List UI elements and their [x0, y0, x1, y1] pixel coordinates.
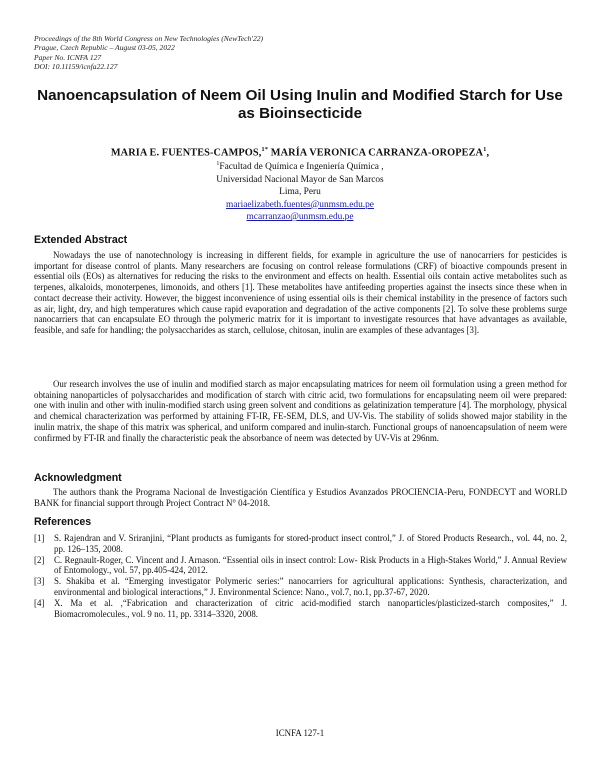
author-list: [36, 146, 564, 158]
acknowledgment-text: The authors thank the Programa Nacional de Investigación Científica y Estudios Avanzados PROCIENCIA-Peru, FONDECYT and WORLD BANK for financial support through Project Contract N° 04-2018.: [34, 487, 567, 508]
references-heading: References: [34, 516, 92, 528]
header-line-location: Prague, Czech Republic – August 03-05, 2022: [34, 43, 175, 53]
reference-item: [34, 576, 567, 598]
reference-text: X. Ma et al. ,“Fabrication and characterization of citric acid-modified starch nanoparticles/plasticized-starch composites,” J. Biomacromolecules., vol. 9 no. 11, pp. 3314–3320, 2008.: [54, 597, 567, 619]
reference-item: [34, 598, 567, 620]
abstract-paragraph-2: Our research involves the use of inulin and modified starch as major encapsulating matrices for neem oil formulation using a green method for obtaining nanoparticles of polysaccharides and modification of starch with citric acid, two formulations for encapsulating neem oil were prepared: one with inulin and other with inulin-modified starch using green solvent and conditions as gelatinization temperature [4]. The morphology, physical and chemical characterization was performed by attaining FT-IR, FE-SEM, DLS, and UV-Vis. The stability of solids showed major stability in the inulin matrix, the shape of this matrix was spherical, and uniform compared and inulin-starch. Functional groups of nanoencapsulation of neem were confirmed by FT-IR and finally the characteristic peak the absorbance of neem was detected by UV-Vis at 296nm.: [34, 379, 567, 443]
author-list-trailing: ,: [486, 147, 490, 159]
affiliation-university: Universidad Nacional Mayor de San Marcos: [216, 174, 384, 185]
email-link-1[interactable]: mariaelizabeth.fuentes@unmsm.edu.pe: [226, 199, 374, 210]
affiliation-faculty: Facultad de Química e Ingeniería Química ,: [219, 162, 384, 173]
author-2: MARÍA VERONICA CARRANZA-OROPEZA: [268, 147, 484, 159]
reference-number: [4]: [34, 597, 45, 608]
reference-text: C. Regnault-Roger, C. Vincent and J. Arnason. “Essential oils in insect control: Low- Risk Products in a High-Stakes World,” J. Annual Review of Entomology., vol. 57, pp.405-424, 2012.: [54, 554, 567, 576]
author-2-affiliation-mark: 1: [483, 146, 487, 153]
affiliation-block: [200, 158, 400, 224]
abstract-paragraph-1: Nowadays the use of nanotechnology is increasing in different fields, for example in agriculture the use of nanocarriers for pesticides is important for disease control of plants. Many researchers are focusing on control release formulations (CRF) of bioactive compounds present in essential oils (EOs) as alternatives for reducing the risks to the environment and effects on health. Essential oils contain active metabolites such as terpenes, alkaloids, monoterpenes, limonoids, and others [1]. These metabolites have antifeeding properties against the insects since these when in contact decrease their activity. However, the biggest inconvenience of using essential oils is their chemical instability in the presence of factors such as air, light, dry, and high temperatures which cause rapid evaporation and degradation of the active components [2]. To solve these problems surge nanocarriers that can encapsulate EO through the polymeric matrix for it is important to investigate resources that have advantages as available, feasible, and safe for handling; the polysaccharides as starch, cellulose, chitosan, inulin are examples of these advantages [3].: [34, 250, 567, 336]
author-1-affiliation-mark: 1*: [261, 146, 269, 153]
reference-list: [34, 533, 567, 619]
reference-text: S. Rajendran and V. Sriranjini, “Plant products as fumigants for stored-product insect control,” J. of Stored Products Research., vol. 44, no. 2, pp. 126–135, 2008.: [54, 533, 567, 554]
affiliation-mark: 1: [216, 161, 220, 167]
reference-number: [1]: [34, 533, 45, 543]
reference-number: [2]: [34, 554, 45, 565]
header-line-paper-no: Paper No. ICNFA 127: [34, 52, 102, 62]
reference-item: [34, 533, 567, 555]
acknowledgment-heading: Acknowledgment: [34, 472, 122, 484]
reference-number: [3]: [34, 576, 45, 587]
author-1: MARIA E. FUENTES-CAMPOS,: [110, 147, 262, 159]
reference-item: [34, 555, 567, 577]
proceedings-header: [34, 34, 263, 71]
paper-title: Nanoencapsulation of Neem Oil Using Inulin and Modified Starch for Use as Bioinsecticide: [37, 87, 563, 122]
affiliation-city: Lima, Peru: [279, 187, 321, 198]
header-line-doi: DOI: 10.11159/icnfa22.127: [34, 61, 118, 71]
extended-abstract-heading: Extended Abstract: [34, 234, 128, 246]
email-link-2[interactable]: mcarranzao@unmsm.edu.pe: [246, 212, 354, 223]
page-footer: ICNFA 127-1: [275, 728, 325, 738]
reference-text: S. Shakiba et al. “Emerging investigator Polymeric series:” nanocarriers for agricultural applications: Synthesis, characterization, and environmental and biological interactions,” J. Environmental Science: Nano., vol.7, no.1, pp.37-67, 2020.: [54, 576, 567, 597]
header-line-conference: Proceedings of the 8th World Congress on New Technologies (NewTech'22): [34, 34, 264, 43]
